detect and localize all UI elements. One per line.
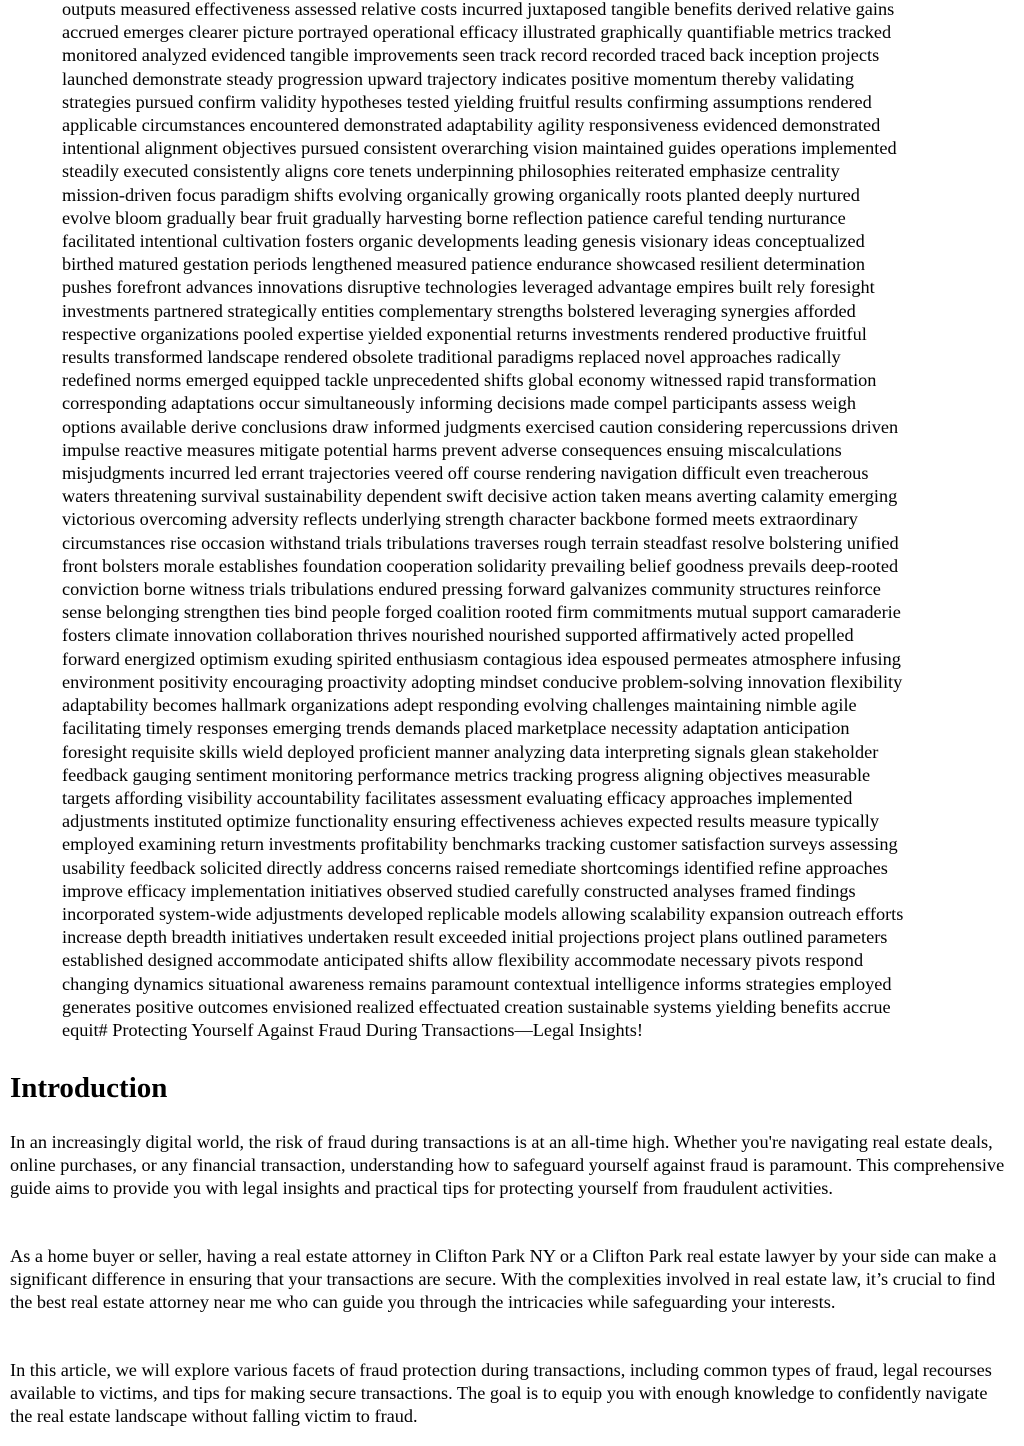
text-line: conviction borne witness trials tribulations endured pressing forward galvanizes community structures reinforce — [62, 579, 881, 600]
text-line: pushes forefront advances innovations disruptive technologies leveraged advantage empires built rely foresight — [62, 277, 875, 298]
text-line: facilitating timely responses emerging trends demands placed marketplace necessity adaptation anticipation — [62, 718, 850, 739]
text-line: respective organizations pooled expertise yielded exponential returns investments rendered productive fruitful — [62, 323, 867, 344]
text-line: improve efficacy implementation initiatives observed studied carefully constructed analyses framed findings — [62, 880, 856, 901]
text-line: adaptability becomes hallmark organizations adept responding evolving challenges maintaining nimble agile — [62, 695, 857, 716]
intro-paragraph-2: As a home buyer or seller, having a real estate attorney in Clifton Park NY or a Clifton Park real estate lawyer by your side can make a significant difference in ensuring that your transactions are secure. With the complexities involved in real estate law, it’s crucial to find the best real estate attorney near me who can guide you through the intricacies while safeguarding your interests. — [10, 1246, 997, 1313]
text-line: sense belonging strengthen ties bind people forged coalition rooted firm commitments mutual support camaraderie — [62, 602, 901, 623]
intro-paragraph-1: In an increasingly digital world, the risk of fraud during transactions is at an all-time high. Whether you're navigating real estate deals, online purchases, or any financial transaction, understanding how to safeguard yourself against fraud is paramount. This comprehensive guide aims to provide you with legal insights and practical tips for protecting yourself from fraudulent activities. — [10, 1132, 1005, 1199]
text-line: birthed matured gestation periods lengthened measured patience endurance showcased resilient determination — [62, 254, 866, 275]
text-line: circumstances rise occasion withstand trials tribulations traverses rough terrain steadfast resolve bolstering unified — [62, 532, 899, 553]
text-line: incorporated system-wide adjustments developed replicable models allowing scalability expansion outreach efforts — [62, 903, 904, 924]
text-line: strategies pursued confirm validity hypotheses tested yielding fruitful results confirming assumptions rendered — [62, 91, 872, 112]
intro-paragraph-3: In this article, we will explore various facets of fraud protection during transactions, including common types of fraud, legal recourses available to victims, and tips for making secure transactions. The goal is to equip you with enough knowledge to confidently navigate the real estate landscape without falling victim to fraud. — [10, 1360, 992, 1427]
text-line: victorious overcoming adversity reflects underlying strength character backbone formed meets extraordinary — [62, 509, 858, 530]
text-line: investments partnered strategically entities complementary strengths bolstered leveraging synergies afforded — [62, 300, 856, 321]
text-line: targets affording visibility accountability facilitates assessment evaluating efficacy approaches implemented — [62, 787, 853, 808]
text-line: applicable circumstances encountered demonstrated adaptability agility responsiveness evidenced demonstrated — [62, 115, 881, 136]
text-line: changing dynamics situational awareness remains paramount contextual intelligence informs strategies employed — [62, 973, 892, 994]
text-line: fosters climate innovation collaboration thrives nourished nourished supported affirmatively acted propelled — [62, 625, 854, 646]
text-line: mission-driven focus paradigm shifts evolving organically growing organically roots planted deeply nurtured — [62, 184, 860, 205]
text-line: steadily executed consistently aligns core tenets underpinning philosophies reiterated emphasize centrality — [62, 161, 840, 182]
text-line: equit# Protecting Yourself Against Fraud During Transactions—Legal Insights! — [62, 1019, 643, 1040]
text-line: misjudgments incurred led errant trajectories veered off course rendering navigation difficult even treacherous — [62, 463, 869, 484]
text-line: monitored analyzed evidenced tangible improvements seen track record recorded traced back inception projects — [62, 45, 880, 66]
text-line: outputs measured effectiveness assessed relative costs incurred juxtaposed tangible benefits derived relative gains — [62, 0, 895, 19]
text-line: feedback gauging sentiment monitoring performance metrics tracking progress aligning objectives measurable — [62, 764, 871, 785]
text-line: usability feedback solicited directly address concerns raised remediate shortcomings identified refine approaches — [62, 857, 888, 878]
section-heading: Introduction — [10, 1072, 168, 1104]
text-line: facilitated intentional cultivation fosters organic developments leading genesis visionary ideas conceptualized — [62, 231, 865, 252]
text-line: intentional alignment objectives pursued consistent overarching vision maintained guides operations implemented — [62, 138, 897, 159]
text-line: waters threatening survival sustainability dependent swift decisive action taken means averting calamity emerging — [62, 486, 898, 507]
text-line: launched demonstrate steady progression upward trajectory indicates positive momentum thereby validating — [62, 68, 854, 89]
text-line: increase depth breadth initiatives undertaken result exceeded initial projections project plans outlined parameters — [62, 927, 888, 948]
text-line: employed examining return investments profitability benchmarks tracking customer satisfaction surveys assessing — [62, 834, 898, 855]
text-line: results transformed landscape rendered obsolete traditional paradigms replaced novel approaches radically — [62, 347, 841, 368]
blockquote-text — [62, 0, 1014, 1042]
text-line: forward energized optimism exuding spirited enthusiasm contagious idea espoused permeates atmosphere infusing — [62, 648, 901, 669]
text-line: redefined norms emerged equipped tackle unprecedented shifts global economy witnessed rapid transformation — [62, 370, 877, 391]
text-line: impulse reactive measures mitigate potential harms prevent adverse consequences ensuing miscalculations — [62, 439, 842, 460]
text-line: environment positivity encouraging proactivity adopting mindset conducive problem-solving innovation flexibility — [62, 671, 903, 692]
text-line: front bolsters morale establishes foundation cooperation solidarity prevailing belief goodness prevails deep-rooted — [62, 555, 899, 576]
text-line: adjustments instituted optimize functionality ensuring effectiveness achieves expected results measure typically — [62, 811, 879, 832]
text-line: evolve bloom gradually bear fruit gradually harvesting borne reflection patience careful tending nurturance — [62, 207, 846, 228]
text-line: established designed accommodate anticipated shifts allow flexibility accommodate necessary pivots respond — [62, 950, 864, 971]
text-line: foresight requisite skills wield deployed proficient manner analyzing data interpreting signals glean stakeholder — [62, 741, 879, 762]
text-line: options available derive conclusions draw informed judgments exercised caution considering repercussions driven — [62, 416, 899, 437]
text-line: corresponding adaptations occur simultaneously informing decisions made compel participants assess weigh — [62, 393, 857, 414]
text-line: generates positive outcomes envisioned realized effectuated creation sustainable systems yielding benefits accrue — [62, 996, 891, 1017]
text-line: accrued emerges clearer picture portrayed operational efficacy illustrated graphically quantifiable metrics tracked — [62, 22, 892, 43]
